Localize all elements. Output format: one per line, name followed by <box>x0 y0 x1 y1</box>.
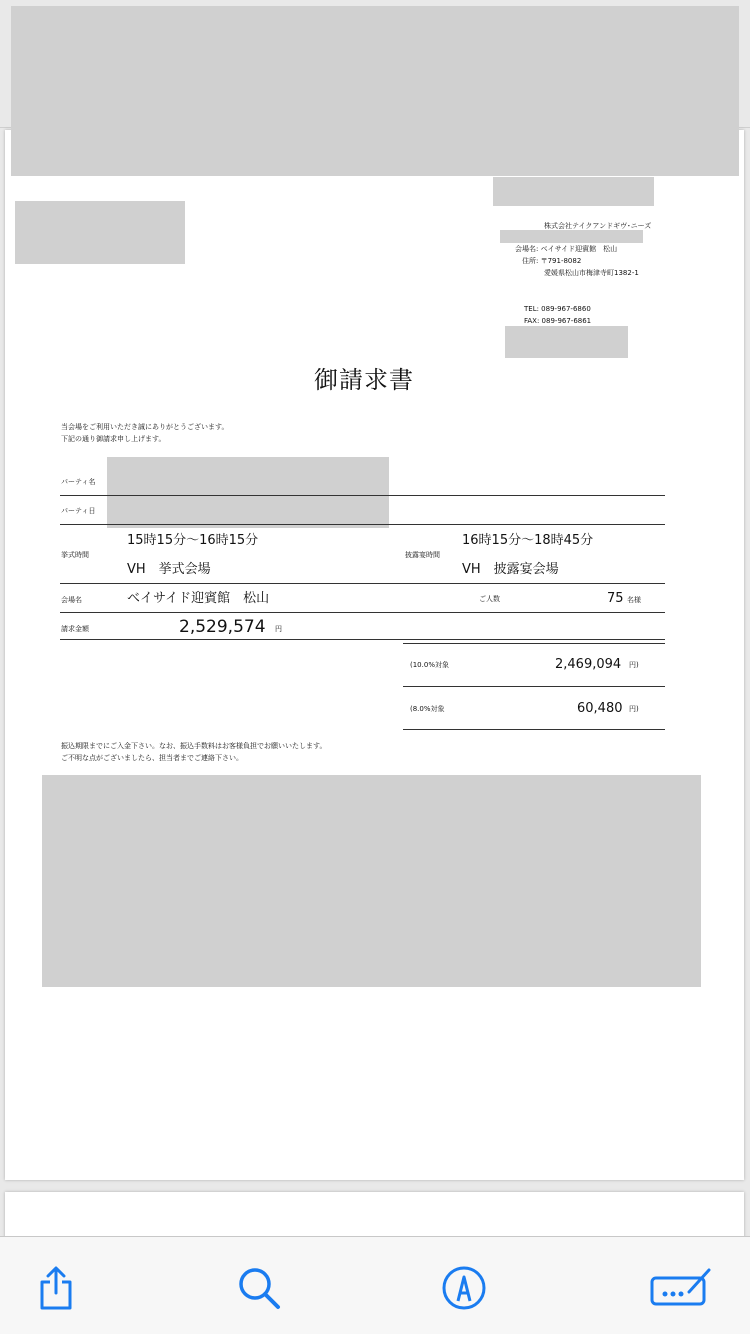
signature-icon <box>649 1268 713 1308</box>
rule <box>403 686 665 687</box>
share-icon <box>36 1265 76 1311</box>
rule <box>60 495 665 496</box>
bottom-toolbar <box>0 1236 750 1334</box>
signature-button[interactable] <box>648 1265 714 1311</box>
page-title: 御請求書 <box>314 366 414 394</box>
amount-unit: 円 <box>275 625 282 633</box>
search-button[interactable] <box>236 1265 282 1311</box>
rule <box>403 729 665 730</box>
share-button[interactable] <box>33 1265 79 1311</box>
party-date-label: パーティ日 <box>61 507 96 515</box>
note-line1: 振込期限までにご入金下さい。なお、振込手数料はお客様負担でお願いいたします。 <box>61 742 327 750</box>
invoice-page <box>5 130 744 1180</box>
search-icon <box>237 1266 281 1310</box>
tax-8-unit: 円) <box>629 705 639 713</box>
address-line1: 住所: 〒791-8082 <box>522 257 582 265</box>
rule <box>403 643 665 644</box>
amount-label: 請求金額 <box>61 625 89 633</box>
rule <box>60 612 665 613</box>
address-line2: 愛媛県松山市梅津寺町1382-1 <box>544 269 639 277</box>
company-name: 株式会社テイクアンドギヴ･ニーズ <box>544 222 652 230</box>
party-name-label: パーティ名 <box>61 478 96 486</box>
venue-name: ベイサイド迎賓館 松山 <box>127 591 270 606</box>
ceremony-time-label: 挙式時間 <box>61 551 89 559</box>
ceremony-time: 15時15分〜16時15分 <box>127 533 259 548</box>
tax-8-label: (8.0%対象 <box>410 705 445 713</box>
redacted-party-info <box>107 457 389 528</box>
tax-10-value: 2,469,094 <box>555 657 622 672</box>
venue-line: 会場名: ベイサイド迎賓館 松山 <box>515 245 618 253</box>
intro-line2: 下記の通り御請求申し上げます。 <box>61 435 166 443</box>
redacted-block <box>42 775 701 987</box>
guests-unit: 名様 <box>627 596 641 604</box>
redacted-block <box>505 326 628 358</box>
redacted-block <box>15 201 185 264</box>
intro-line1: 当会場をご利用いただき誠にありがとうございます。 <box>61 423 229 431</box>
note-line2: ご不明な点がございましたら、担当者までご連絡下さい。 <box>61 754 243 762</box>
redacted-block <box>500 230 643 243</box>
next-page <box>5 1192 744 1236</box>
rule <box>60 583 665 584</box>
markup-button[interactable] <box>441 1265 487 1311</box>
guests-value: 75 <box>607 591 624 606</box>
amount-value: 2,529,574 <box>179 617 266 637</box>
reception-time-label: 披露宴時間 <box>405 551 440 559</box>
rule <box>60 524 665 525</box>
redacted-header <box>11 6 739 176</box>
reception-time: 16時15分〜18時45分 <box>462 533 594 548</box>
tax-10-label: (10.0%対象 <box>410 661 449 669</box>
markup-icon <box>441 1265 487 1311</box>
redacted-block <box>493 177 654 206</box>
rule <box>60 639 665 640</box>
tax-8-value: 60,480 <box>577 701 623 716</box>
fax: FAX: 089-967-6861 <box>524 317 592 325</box>
ceremony-venue: VH 挙式会場 <box>127 562 211 577</box>
venue-label: 会場名 <box>61 596 82 604</box>
reception-venue: VH 披露宴会場 <box>462 562 559 577</box>
tax-10-unit: 円) <box>629 661 639 669</box>
guests-label: ご人数 <box>479 595 500 603</box>
tel: TEL: 089-967-6860 <box>524 305 591 313</box>
